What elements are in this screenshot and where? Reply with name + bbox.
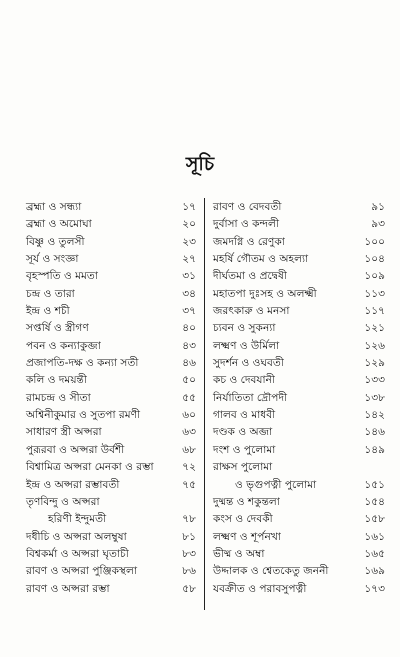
toc-entry-page: ১৪৬ <box>364 426 385 439</box>
toc-entry-page: ১৬১ <box>364 530 385 543</box>
toc-entry-title: কলি ও দময়ন্তী <box>26 374 87 387</box>
toc-entry-title: লক্ষ্মণ ও উর্মিলা <box>213 339 280 352</box>
toc-entry-page: ১৩৩ <box>364 374 385 387</box>
toc-entry <box>213 477 385 494</box>
toc-entry <box>213 407 385 424</box>
toc-entry-page: ১১৩ <box>364 287 385 300</box>
toc-entry-page: ২৩ <box>182 235 196 248</box>
toc-entry-page: ১৪৯ <box>364 443 385 456</box>
toc-entry <box>26 477 196 494</box>
toc-entry-title: লক্ষ্মণ ও শূর্পনখা <box>213 530 281 543</box>
toc-entry <box>26 338 196 355</box>
toc-entry <box>26 442 196 459</box>
toc-entry-title: জরৎকারু ও মনসা <box>213 305 290 318</box>
toc-entry-page: ১৭৩ <box>364 582 385 595</box>
toc-entry-page: ৭২ <box>182 461 196 474</box>
toc-entry-title: কংস ও দেবকী <box>213 513 273 526</box>
toc-entry-title: দণ্ডক ও অব্জা <box>213 426 273 439</box>
toc-entry-title: নির্যাতিতা দ্রৌপদী <box>213 391 288 404</box>
toc-entry-title: রাবণ ও বেদবতী <box>213 201 282 213</box>
toc-entry <box>213 199 385 216</box>
toc-entry <box>213 563 385 580</box>
toc-entry <box>213 511 385 528</box>
toc-entry-title: মহর্ষি গৌতম ও অহল্যা <box>213 253 309 266</box>
toc-entry-title: দুষ্মন্ত ও শকুন্তলা <box>213 495 280 508</box>
toc-entry-title: ও ভৃগুপত্নী পুলোমা <box>235 478 317 491</box>
toc-entry <box>26 355 196 372</box>
toc-entry <box>213 442 385 459</box>
column-divider <box>204 198 205 610</box>
toc-entry-title: রামচন্দ্র ও সীতা <box>26 391 91 404</box>
toc-entry <box>26 268 196 285</box>
toc-entry-title: ভীষ্ম ও অম্বা <box>213 547 265 560</box>
toc-entry-title: বিশ্বকর্মা ও অপ্সরা ঘৃতাচী <box>26 547 129 560</box>
toc-entry-title: দংশ ও পুলোমা <box>213 443 276 456</box>
toc-entry-page: ৮১ <box>182 530 196 543</box>
toc-entry-title: কচ ও দেবযানী <box>213 374 275 387</box>
toc-entry-page: ১২৯ <box>364 357 385 370</box>
toc-entry-page: ৪০ <box>182 322 196 335</box>
toc-entry <box>26 563 196 580</box>
toc-entry <box>26 199 196 216</box>
toc-entry-page: ৯১ <box>371 201 385 213</box>
toc-entry <box>26 372 196 389</box>
toc-entry <box>26 390 196 407</box>
toc-entry-title: সুদর্শন ও ওঘবতী <box>213 357 284 370</box>
toc-entry-title: রাবণ ও অপ্সরা পুঞ্জিকস্থলা <box>26 565 138 578</box>
toc-entry <box>26 286 196 303</box>
toc-entry-page: ২০ <box>182 218 196 231</box>
toc-entry <box>26 529 196 546</box>
toc-entry <box>213 355 385 372</box>
toc-entry-page: ১৩৮ <box>364 391 385 404</box>
toc-entry <box>26 407 196 424</box>
toc-entry-title: ইন্দ্র ও শচী <box>26 305 70 318</box>
toc-entry-page: ৬৩ <box>182 426 196 439</box>
toc-entry-page: ৮৬ <box>182 565 196 578</box>
toc-entry <box>213 459 385 476</box>
toc-entry <box>26 511 196 528</box>
toc-entry-title: গালব ও মাধবী <box>213 409 276 422</box>
toc-entry-title: উদ্দালক ও শ্বেতকেতু জননী <box>213 565 329 578</box>
toc-entry-page: ৬০ <box>182 409 196 422</box>
toc-entry <box>213 268 385 285</box>
toc-entry-title: বৃহস্পতি ও মমতা <box>26 270 98 283</box>
toc-entry-title: চন্দ্র ও তারা <box>26 287 75 300</box>
toc-entry <box>213 494 385 511</box>
toc-entry-title: হরিণী ইন্দুমতী <box>48 513 107 526</box>
toc-entry <box>213 581 385 598</box>
toc-entry <box>213 390 385 407</box>
toc-entry <box>26 581 196 598</box>
toc-entry-page: ৫০ <box>182 374 196 387</box>
toc-entry-title: সূর্য ও সংজ্ঞা <box>26 253 79 266</box>
toc-entry-title: বিশ্বামিত্র অপ্সরা মেনকা ও রম্ভা <box>26 461 154 474</box>
toc-entry-title: যবক্রীত ও পরাবসুপত্নী <box>213 582 307 595</box>
toc-entry <box>213 286 385 303</box>
toc-entry <box>26 303 196 320</box>
toc-entry <box>26 459 196 476</box>
toc-entry-page: ১৫৮ <box>364 513 385 526</box>
toc-entry <box>26 251 196 268</box>
toc-entry <box>26 494 196 511</box>
toc-entry <box>26 216 196 233</box>
toc-entry-title: মহাতপা দুঃসহ ও অলক্ষ্মী <box>213 287 317 300</box>
toc-entry-page: ১৫৪ <box>364 495 385 508</box>
toc-entry-page: ১২১ <box>364 322 385 335</box>
toc-entry-page: ১০৯ <box>364 270 385 283</box>
toc-entry-title: প্রজাপতি-দক্ষ ও কন্যা সতী <box>26 357 139 370</box>
toc-entry-page: ১৪২ <box>364 409 385 422</box>
toc-entry-page: ৭৫ <box>182 478 196 491</box>
toc-entry <box>213 234 385 251</box>
toc-entry <box>213 529 385 546</box>
toc-entry-page: ৩১ <box>182 270 196 283</box>
toc-entry-title: দুর্বাসা ও কন্দলী <box>213 218 279 231</box>
toc-entry-page: ৪৬ <box>182 357 196 370</box>
toc-entry <box>213 424 385 441</box>
toc-entry-title: দধীচি ও অপ্সরা অলম্বুষা <box>26 530 127 543</box>
toc-entry-page: ৮৩ <box>182 547 196 560</box>
toc-entry-page: ৯৩ <box>371 218 385 231</box>
toc-entry-page: ৫৫ <box>182 391 196 404</box>
toc-entry <box>213 372 385 389</box>
toc-entry-page: ২৭ <box>182 253 196 266</box>
toc-entry <box>26 320 196 337</box>
toc-entry-page: ৫৮ <box>182 582 196 595</box>
toc-entry-title: রাবণ ও অপ্সরা রম্ভা <box>26 582 110 595</box>
toc-entry-page: ৬৮ <box>182 443 196 456</box>
toc-entry-title: ইন্দ্র ও অপ্সরা রম্ভাবতী <box>26 478 120 491</box>
toc-entry-title: সাধারণ স্ত্রী অপ্সরা <box>26 426 102 439</box>
toc-entry-page: ১০০ <box>364 235 385 248</box>
toc-entry-page: ৭৮ <box>182 513 196 526</box>
toc-entry <box>213 320 385 337</box>
toc-entry <box>213 338 385 355</box>
toc-entry-title: জমদগ্নি ও রেণুকা <box>213 235 285 248</box>
toc-entry-title: রাক্ষস পুলোমা <box>213 461 273 474</box>
toc-entry-title: ব্রহ্মা ও অমোঘা <box>26 218 92 231</box>
toc-entry-title: পুরূরবা ও অপ্সরা উর্বশী <box>26 443 125 456</box>
toc-entry <box>213 546 385 563</box>
toc-entry-title: ব্রহ্মা ও সন্ধ্যা <box>26 201 82 213</box>
toc-entry-title: সপ্তর্ষি ও স্ত্রীগণ <box>26 322 89 335</box>
toc-entry-title: বিষ্ণু ও তুলসী <box>26 235 85 248</box>
toc-entry-page: ১০৪ <box>364 253 385 266</box>
toc-entry <box>213 251 385 268</box>
toc-entry <box>26 234 196 251</box>
page-title: সূচি <box>185 153 215 175</box>
toc-entry-page: ৪৩ <box>182 339 196 352</box>
toc-entry-page: ১৬৯ <box>364 565 385 578</box>
toc-entry-title: অশ্বিনীকুমার ও সুতপা রমণী <box>26 409 141 422</box>
toc-entry-page: ৩৭ <box>182 305 196 318</box>
toc-entry-page: ১৬৫ <box>364 547 385 560</box>
toc-entry-title: চ্যবন ও সুকন্যা <box>213 322 276 335</box>
toc-entry-title: পবন ও কন্যাকুব্জা <box>26 339 101 352</box>
toc-entry-page: ৩৪ <box>182 287 196 300</box>
toc-entry-page: ১১৭ <box>364 305 385 318</box>
toc-right-column <box>213 199 385 598</box>
toc-entry <box>213 303 385 320</box>
toc-entry-page: ১৫১ <box>364 478 385 491</box>
toc-entry <box>26 424 196 441</box>
toc-entry <box>26 546 196 563</box>
toc-entry <box>213 216 385 233</box>
toc-entry-page: ১২৬ <box>364 339 385 352</box>
toc-left-column <box>26 199 196 598</box>
toc-entry-title: দীর্ঘতমা ও প্রদ্বেষী <box>213 270 287 283</box>
toc-entry-title: তৃণবিন্দু ও অপ্সরা <box>26 495 100 508</box>
toc-entry-page: ১৭ <box>182 201 196 213</box>
